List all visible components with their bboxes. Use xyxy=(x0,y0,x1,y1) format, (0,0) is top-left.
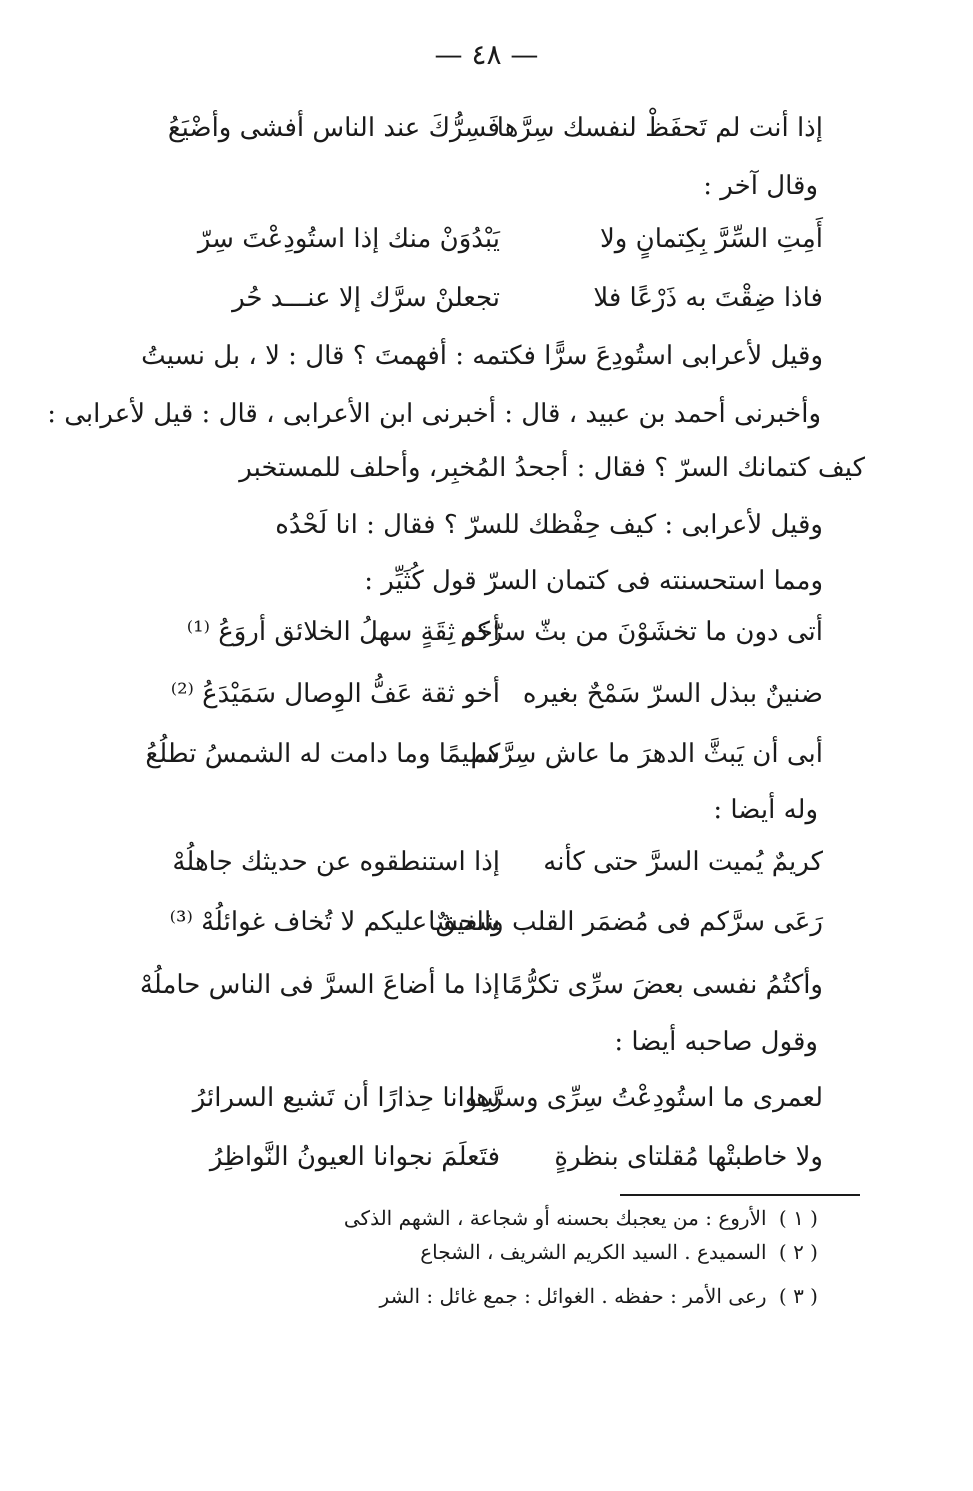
footnote-number: ( ٣ ) xyxy=(778,1284,818,1308)
footnote-divider xyxy=(620,1194,860,1196)
footnote-text: السميدع . السيد الكريم الشريف ، الشجاع xyxy=(420,1240,767,1264)
verse-line xyxy=(150,902,823,942)
verse-hemistich-second: إذا ما أضاعَ السرَّ فى الناس حاملُهْ xyxy=(139,970,500,1000)
prose-line: وقيل لأعرابى : كيف حِفْظك للسرّ ؟ فقال : انا لَحْدُه xyxy=(275,510,823,540)
footnote-text: رعى الأمر : حفظه . الغوائل : جمع غائل : الشر xyxy=(379,1284,767,1308)
section-heading: وله أيضا : xyxy=(713,795,818,825)
verse-line xyxy=(145,734,823,774)
verse-hemistich-second: شفيقٌ عليكم لا تُخاف غوائلُهْ ⁽³⁾ xyxy=(169,907,500,937)
verse-hemistich-second: إذا استنطقوه عن حديثك جاهلُهْ xyxy=(172,847,500,877)
footnote xyxy=(380,1281,818,1311)
footnote-number: ( ١ ) xyxy=(778,1206,818,1230)
verse-line xyxy=(150,612,823,652)
verse-hemistich-second: سليمًا وما دامت له الشمسُ تطلُعُ xyxy=(145,739,500,769)
verse-hemistich-second: أخو ثقة عَفُّ الوِصال سَمَيْدَعُ ⁽²⁾ xyxy=(170,679,500,709)
verse-hemistich-first: كريمٌ يُميت السرَّ حتى كأنه xyxy=(543,847,823,877)
verse-hemistich-first: رَعَى سرَّكم فى مُضمَر القلب والحشا xyxy=(428,907,823,937)
verse-hemistich-second: فَسِرُّكَ عند الناس أفشى وأضْيَعُ xyxy=(167,113,500,143)
verse-hemistich-first: ضنينٌ ببذل السرّ سَمْحٌ بغيره xyxy=(522,679,823,709)
prose-line: وأخبرنى أحمد بن عبيد ، قال : أخبرنى ابن الأعرابى ، قال : قيل لأعرابى : xyxy=(47,399,821,429)
verse-line xyxy=(150,1078,823,1118)
verse-hemistich-second: سِوانا حِذارًا أن تَشيع السرائرُ xyxy=(192,1083,500,1113)
verse-hemistich-first: فاذا ضِقْتَ به ذَرْعًا فلا xyxy=(593,283,823,313)
section-heading: وقول صاحبه أيضا : xyxy=(614,1027,818,1057)
verse-line xyxy=(139,965,823,1005)
footnote-text: الأروع : من يعجبك بحسنه أو شجاعة ، الشهم الذكى xyxy=(343,1206,767,1230)
footnote-number: ( ٢ ) xyxy=(778,1240,818,1264)
verse-hemistich-first: إذا أنت لم تَحفَظْ لنفسك سِرَّها xyxy=(496,113,823,143)
verse-hemistich-second: يَبْدُوَنْ منك إذا استُودِعْتَ سِرّ xyxy=(197,224,500,254)
verse-hemistich-first: أبى أن يَبثَّ الدهرَ ما عاش سِرَّكم xyxy=(470,739,823,769)
verse-line xyxy=(150,842,823,882)
verse-hemistich-first: أتى دون ما تخشَوْنَ من بثّ سرّكم xyxy=(460,617,823,647)
verse-hemistich-second: فتَعلَمَ نجوانا العيونُ النَّواظِرُ xyxy=(209,1142,500,1172)
verse-hemistich-second: تجعلنْ سرَّك إلا عنـــد حُر xyxy=(232,283,500,313)
verse-line xyxy=(150,219,823,259)
verse-hemistich-first: أَمِتِ السِّرَّ بِكِتمانٍ ولا xyxy=(599,224,823,254)
verse-line xyxy=(150,674,823,714)
verse-hemistich-first: ولا خاطبتْها مُقلتاى بنظرةٍ xyxy=(554,1142,823,1172)
verse-hemistich-first: لعمرى ما استُودِعْتُ سِرِّى وسرَّها xyxy=(468,1083,823,1113)
verse-hemistich-second: أخو ثِقَةٍ سهلُ الخلائق أروَعُ ⁽¹⁾ xyxy=(186,617,500,647)
verse-line xyxy=(150,1137,823,1177)
verse-line xyxy=(150,108,823,148)
prose-line: وقيل لأعرابى استُودِعَ سرًّا فكتمه : أفهمتَ ؟ قال : لا ، بل نسيتُ xyxy=(141,341,823,371)
footnote xyxy=(420,1237,818,1267)
verse-hemistich-first: وأكتُمُ نفسى بعضَ سرِّى تكرُّمًا xyxy=(501,970,823,1000)
prose-line: ومما استحسنته فى كتمان السرّ قول كُثَيِّر : xyxy=(364,566,823,596)
footnote xyxy=(344,1203,818,1233)
prose-line: كيف كتمانك السرّ ؟ فقال : أجحدُ المُخبِر، وأحلف للمستخبر xyxy=(239,453,865,483)
section-heading: وقال آخر : xyxy=(703,171,818,201)
verse-line xyxy=(150,278,823,318)
page-number: — ٤٨ — xyxy=(434,38,539,71)
